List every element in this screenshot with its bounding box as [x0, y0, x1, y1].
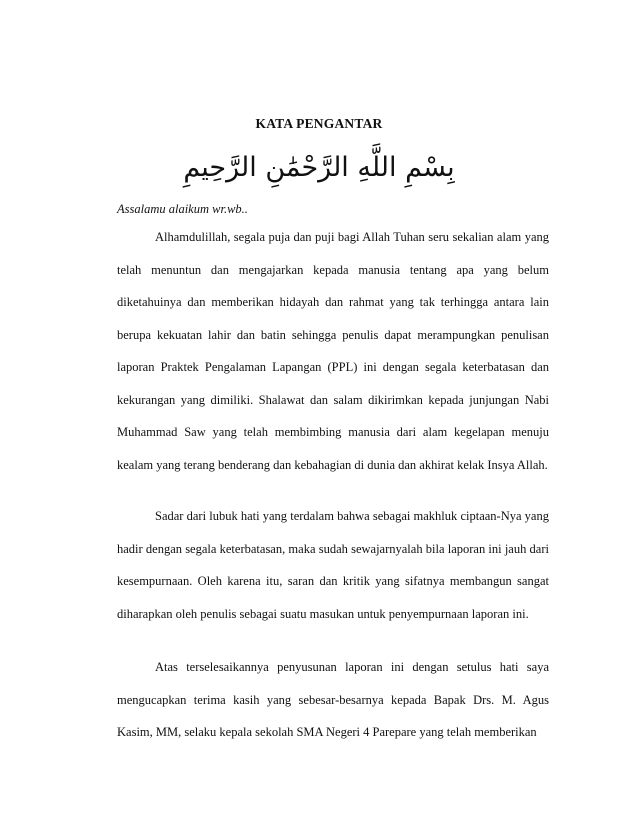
paragraph-2: Sadar dari lubuk hati yang terdalam bahwa sebagai makhluk ciptaan-Nya yang hadir dengan segala keterbatasan, maka sudah sewajarnyalah bila laporan ini jauh dari kesempurnaan. Oleh karena itu, saran dan kritik yang sifatnya membangun sangat diharapkan oleh penulis sebagai suatu masukan untuk penyempurnaan laporan ini.	[117, 509, 549, 621]
paragraph-3: Atas terselesaikannya penyusunan laporan ini dengan setulus hati saya mengucapkan terima kasih yang sebesar-besarnya kepada Bapak Drs. M. Agus Kasim, MM, selaku kepala sekolah SMA Negeri 4 Parepare yang telah memberikan	[117, 660, 549, 739]
paragraph-1: Alhamdulillah, segala puja dan puji bagi Allah Tuhan seru sekalian alam yang telah menuntun dan mengajarkan kepada manusia tentang apa yang belum diketahuinya dan memberikan hidayah dan rahmat yang tak terhingga antara lain berupa kekuatan lahir dan batin sehingga penulis dapat merampungkan penulisan laporan Praktek Pengalaman Lapangan (PPL) ini dengan segala keterbatasan dan kekurangan yang dimiliki. Shalawat dan salam dikirimkan kepada junjungan Nabi Muhammad Saw yang telah membimbing manusia dari alam kegelapan menuju kealam yang terang benderang dan kebahagian di dunia dan akhirat kelak Insya Allah.	[117, 230, 549, 472]
page-title: KATA PENGANTAR	[255, 116, 383, 131]
greeting-text: Assalamu alaikum wr.wb..	[117, 202, 248, 216]
basmalah-calligraphy: بِسْمِ اللَّهِ الرَّحْمَٰنِ الرَّحِيمِ	[183, 152, 455, 183]
